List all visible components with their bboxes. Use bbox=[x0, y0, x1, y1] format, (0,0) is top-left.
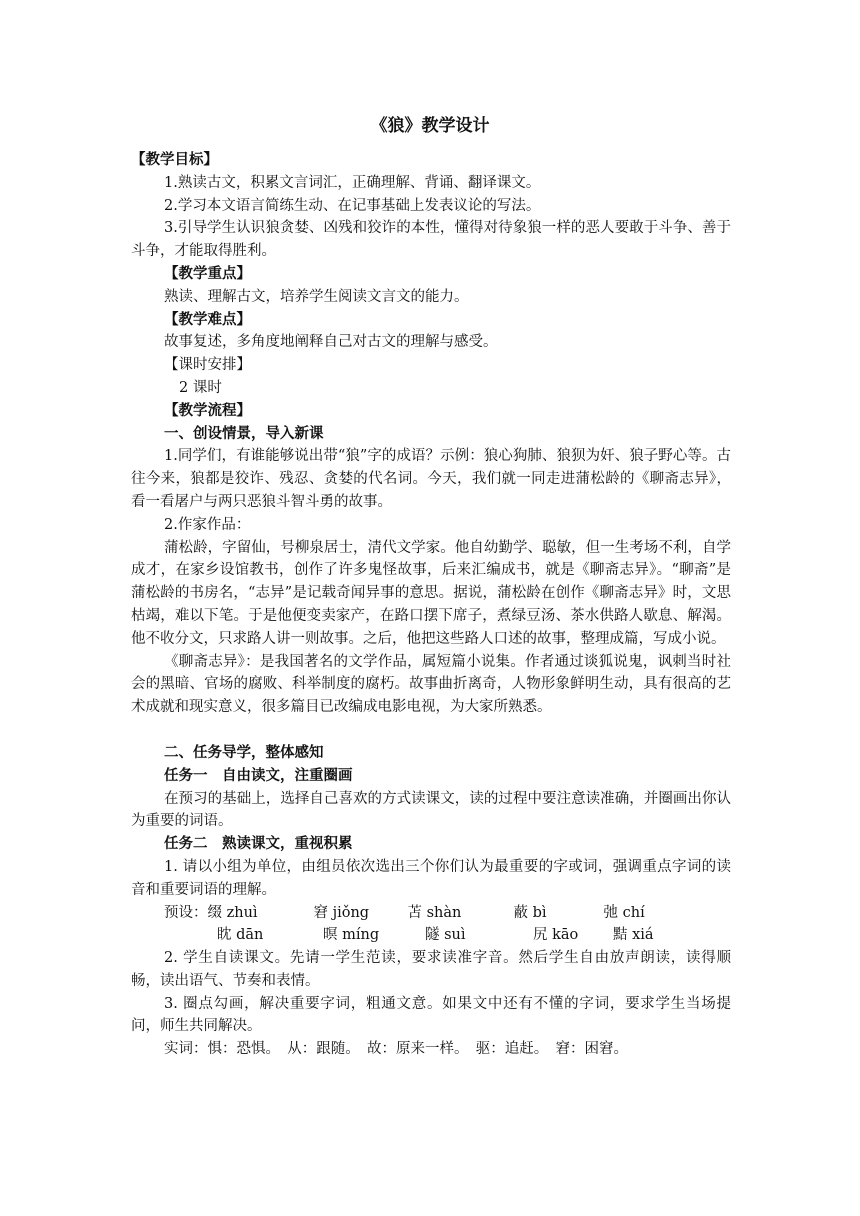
preset-word: 隧 suì bbox=[425, 927, 466, 944]
preset-word: 苫 shàn bbox=[407, 904, 462, 921]
document-title: 《狼》教学设计 bbox=[370, 116, 490, 136]
task-2-paragraph-3: 3. 圈点勾画，解决重要字词，粗通文意。如果文中还有不懂的字词，要求学生当场提问，师生共同解决。 bbox=[131, 995, 731, 1035]
preset-row-2 bbox=[131, 924, 731, 947]
heading-teaching-focus: 【教学重点】 bbox=[164, 264, 251, 282]
section-1-paragraph-1: 1.同学们，有谁能够说出带“狼”字的成语？示例：狼心狗肺、狼狈为奸、狼子野心等。古往今来，狼都是狡诈、残忍、贪婪的代名词。今天，我们就一同走进蒲松龄的《聊斋志异》，看一看屠户与两只恶狼斗智斗勇的故事。 bbox=[131, 448, 731, 510]
preset-word: 黠 xiá bbox=[613, 927, 654, 944]
section-1-paragraph-4: 《聊斋志异》：是我国著名的文学作品，属短篇小说集。作者通过谈狐说鬼，讽刺当时社会的黑暗、官场的腐败、科举制度的腐朽。故事曲折离奇，人物形象鲜明生动，具有很高的艺术成就和现实意义，很多篇目已改编成电影电视，为大家所熟悉。 bbox=[131, 653, 731, 716]
heading-teaching-difficulty: 【教学难点】 bbox=[164, 310, 251, 328]
task-1-title: 任务一 自由读文，注重圈画 bbox=[164, 766, 353, 784]
section-2-title: 二、任务导学，整体感知 bbox=[164, 743, 324, 761]
focus-text: 熟读、理解古文，培养学生阅读文言文的能力。 bbox=[164, 288, 469, 305]
section-1-paragraph-3: 蒲松龄，字留仙，号柳泉居士，清代文学家。他自幼勤学、聪敏，但一生考场不利，自学成才，在家乡设馆教书，创作了许多鬼怪故事，后来汇编成书，就是《聊斋志异》。“聊斋”是蒲松龄的书房名，“志异”是记载奇闻异事的意思。据说，蒲松龄在创作《聊斋志异》时，文思枯竭，难以下笔。于是他便变卖家产，在路口摆下席子，煮绿豆汤、茶水供路人歇息、解渴。他不收分文，只求路人讲一则故事。之后，他把这些路人口述的故事，整理成篇，写成小说。 bbox=[131, 539, 731, 647]
preset-word: 蔽 bì bbox=[513, 904, 547, 921]
schedule-text: 2 课时 bbox=[179, 379, 222, 396]
preset-word: 窘 jiǒng bbox=[313, 904, 370, 921]
preset-word: 弛 chí bbox=[603, 904, 645, 921]
goal-3: 3.引导学生认识狼贪婪、凶残和狡诈的本性，懂得对待象狼一样的恶人要敢于斗争、善于斗争，才能取得胜利。 bbox=[131, 220, 731, 260]
task-2-title: 任务二 熟读课文，重视积累 bbox=[164, 835, 353, 853]
difficulty-text: 故事复述，多角度地阐释自己对古文的理解与感受。 bbox=[164, 334, 498, 351]
preset-word: 缀 zhuì bbox=[207, 904, 258, 921]
preset-word: 尻 kāo bbox=[533, 927, 579, 944]
section-1-title: 一、创设情景，导入新课 bbox=[164, 424, 324, 442]
preset-row-1 bbox=[131, 902, 731, 925]
task-2-paragraph-1: 1. 请以小组为单位，由组员依次选出三个你们认为最重要的字或词，强调重点字词的读音和重要词语的理解。 bbox=[131, 858, 731, 898]
document-body bbox=[131, 149, 731, 1061]
spacer bbox=[131, 719, 731, 742]
section-1-paragraph-2: 2.作家作品： bbox=[164, 516, 251, 533]
preset-label: 预设： bbox=[164, 904, 208, 921]
goal-2: 2.学习本文语言简练生动、在记事基础上发表议论的写法。 bbox=[164, 197, 541, 214]
task-2-paragraph-2: 2. 学生自读课文。先请一学生范读，要求读准字音。然后学生自由放声朗读，读得顺畅，读出语气、节奏和表情。 bbox=[131, 950, 731, 989]
goal-1: 1.熟读古文，积累文言词汇，正确理解、背诵、翻译课文。 bbox=[164, 174, 541, 191]
vocabulary-line: 实词：惧：恐惧。 从：跟随。 故：原来一样。 驱：追赶。 窘：困窘。 bbox=[164, 1041, 628, 1058]
heading-class-schedule: 【课时安排】 bbox=[164, 357, 251, 374]
preset-word: 眈 dān bbox=[217, 927, 264, 944]
preset-word: 暝 míng bbox=[323, 927, 380, 944]
heading-teaching-goals: 【教学目标】 bbox=[131, 151, 218, 168]
heading-teaching-flow: 【教学流程】 bbox=[164, 401, 251, 419]
task-1-text: 在预习的基础上，选择自己喜欢的方式读课文，读的过程中要注意读准确，并圈画出你认为重要的词语。 bbox=[131, 790, 731, 830]
